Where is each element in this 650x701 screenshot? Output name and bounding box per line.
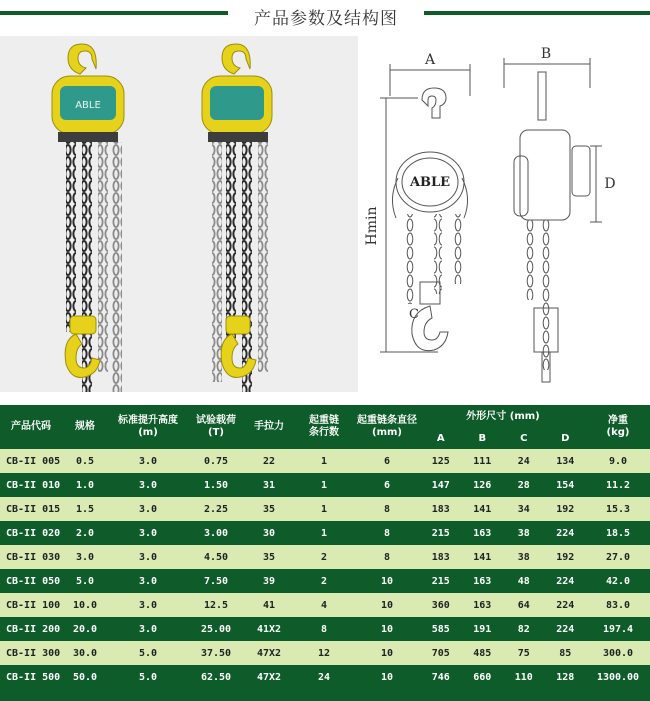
cell-chain-falls: 1 xyxy=(294,521,354,545)
cell-dim-d: 192 xyxy=(556,503,575,515)
cell-chain-diameter: 10 xyxy=(354,617,420,641)
header-spec: 规格 xyxy=(75,421,95,432)
section-title: 产品参数及结构图 xyxy=(254,9,398,29)
cell-test-load: 1.50 xyxy=(188,473,244,497)
table-row xyxy=(0,449,650,473)
cell-chain-falls: 24 xyxy=(294,665,354,689)
cell-pull-force: 31 xyxy=(244,473,294,497)
dimension-label-b: B xyxy=(540,46,552,62)
cell-test-load: 7.50 xyxy=(188,569,244,593)
cell-chain-diameter: 8 xyxy=(354,521,420,545)
cell-dim-c: 48 xyxy=(517,575,530,587)
cell-dim-a: 147 xyxy=(431,479,450,491)
table-row xyxy=(0,545,650,569)
table-row xyxy=(0,521,650,545)
cell-net-weight: 18.5 xyxy=(586,521,650,545)
header-pull-force: 手拉力 xyxy=(254,421,284,432)
dimension-label-d: D xyxy=(604,176,616,192)
cell-chain-diameter: 6 xyxy=(354,473,420,497)
header-chain-falls-label-2: 条行数 xyxy=(309,427,339,438)
cell-spec: 10.0 xyxy=(62,593,108,617)
cell-model: CB-II 300 xyxy=(0,641,62,665)
header-test-load xyxy=(188,405,244,449)
cell-lift-height: 3.0 xyxy=(108,449,188,473)
cell-dimensions xyxy=(420,617,586,641)
cell-pull-force: 22 xyxy=(244,449,294,473)
cell-dim-a: 183 xyxy=(431,503,450,515)
cell-lift-height: 3.0 xyxy=(108,473,188,497)
cell-lift-height: 3.0 xyxy=(108,545,188,569)
table-row xyxy=(0,569,650,593)
cell-model: CB-II 020 xyxy=(0,521,62,545)
cell-dimensions xyxy=(420,545,586,569)
cell-dimensions xyxy=(420,521,586,545)
header-chain-falls-label: 起重链 xyxy=(309,415,339,426)
header-chain-falls xyxy=(294,405,354,449)
cell-dim-b: 141 xyxy=(473,551,492,563)
table-row xyxy=(0,641,650,665)
cell-spec: 20.0 xyxy=(62,617,108,641)
cell-lift-height: 3.0 xyxy=(108,497,188,521)
title-divider-right xyxy=(424,11,650,15)
cell-dim-d: 134 xyxy=(556,455,575,467)
cell-model: CB-II 010 xyxy=(0,473,62,497)
chain-hoist-photo-illustration xyxy=(0,36,358,392)
cell-model: CB-II 500 xyxy=(0,665,62,689)
cell-test-load: 4.50 xyxy=(188,545,244,569)
cell-spec: 1.0 xyxy=(62,473,108,497)
cell-dim-c: 64 xyxy=(517,599,530,611)
cell-chain-diameter: 8 xyxy=(354,545,420,569)
header-chain-diameter-unit: (mm) xyxy=(372,427,402,438)
cell-dim-c: 24 xyxy=(517,455,530,467)
cell-spec: 1.5 xyxy=(62,497,108,521)
header-dim-d: D xyxy=(561,433,570,444)
cell-pull-force: 41 xyxy=(244,593,294,617)
cell-spec: 2.0 xyxy=(62,521,108,545)
cell-dim-d: 224 xyxy=(556,575,575,587)
cell-dim-b: 126 xyxy=(473,479,492,491)
cell-lift-height: 3.0 xyxy=(108,521,188,545)
header-dimensions-label: 外形尺寸 (mm) xyxy=(466,411,540,422)
cell-dim-d: 224 xyxy=(556,623,575,635)
cell-pull-force: 47X2 xyxy=(244,641,294,665)
cell-pull-force: 35 xyxy=(244,545,294,569)
cell-dim-d: 224 xyxy=(556,527,575,539)
cell-chain-diameter: 8 xyxy=(354,497,420,521)
cell-pull-force: 41X2 xyxy=(244,617,294,641)
cell-dim-c: 38 xyxy=(517,551,530,563)
cell-dim-b: 111 xyxy=(473,455,492,467)
table-row xyxy=(0,473,650,497)
cell-dim-d: 224 xyxy=(556,599,575,611)
cell-dimensions xyxy=(420,497,586,521)
cell-dim-b: 163 xyxy=(473,599,492,611)
cell-dim-d: 192 xyxy=(556,551,575,563)
cell-dimensions xyxy=(420,473,586,497)
table-row xyxy=(0,497,650,521)
cell-chain-falls: 8 xyxy=(294,617,354,641)
cell-dim-a: 746 xyxy=(431,671,450,683)
table-row xyxy=(0,665,650,689)
cell-dim-c: 34 xyxy=(517,503,530,515)
cell-dim-a: 215 xyxy=(431,575,450,587)
cell-test-load: 3.00 xyxy=(188,521,244,545)
cell-dim-c: 75 xyxy=(517,647,530,659)
cell-model: CB-II 050 xyxy=(0,569,62,593)
header-dim-c: C xyxy=(520,433,528,444)
cell-lift-height: 5.0 xyxy=(108,641,188,665)
cell-model: CB-II 200 xyxy=(0,617,62,641)
section-title-bar xyxy=(0,0,650,36)
cell-lift-height: 5.0 xyxy=(108,665,188,689)
cell-model: CB-II 005 xyxy=(0,449,62,473)
cell-lift-height: 3.0 xyxy=(108,617,188,641)
header-dim-a: A xyxy=(436,433,445,444)
cell-test-load: 37.50 xyxy=(188,641,244,665)
cell-chain-diameter: 10 xyxy=(354,569,420,593)
cell-test-load: 2.25 xyxy=(188,497,244,521)
cell-spec: 3.0 xyxy=(62,545,108,569)
cell-chain-diameter: 10 xyxy=(354,641,420,665)
cell-dimensions xyxy=(420,569,586,593)
cell-dim-d: 85 xyxy=(559,647,572,659)
cell-model: CB-II 015 xyxy=(0,497,62,521)
cell-spec: 50.0 xyxy=(62,665,108,689)
header-net-weight-unit: (kg) xyxy=(606,427,630,438)
cell-dim-b: 660 xyxy=(473,671,492,683)
cell-net-weight: 27.0 xyxy=(586,545,650,569)
header-model: 产品代码 xyxy=(11,421,51,432)
cell-test-load: 62.50 xyxy=(188,665,244,689)
drawing-brand-label: ABLE xyxy=(409,175,451,190)
spec-table-container xyxy=(0,405,650,701)
header-net-weight xyxy=(586,405,650,449)
cell-model: CB-II 100 xyxy=(0,593,62,617)
cell-dimensions xyxy=(420,449,586,473)
cell-net-weight: 197.4 xyxy=(586,617,650,641)
cell-chain-falls: 1 xyxy=(294,473,354,497)
header-lift-height-unit: (m) xyxy=(138,427,158,438)
dimension-label-c: C xyxy=(409,307,419,322)
cell-spec: 5.0 xyxy=(62,569,108,593)
cell-chain-diameter: 10 xyxy=(354,665,420,689)
cell-pull-force: 47X2 xyxy=(244,665,294,689)
header-lift-height xyxy=(108,405,188,449)
header-chain-diameter xyxy=(354,405,420,449)
cell-dim-a: 125 xyxy=(431,455,450,467)
cell-test-load: 12.5 xyxy=(188,593,244,617)
cell-chain-falls: 2 xyxy=(294,545,354,569)
cell-dim-b: 163 xyxy=(473,527,492,539)
header-dim-b: B xyxy=(478,433,487,444)
cell-model: CB-II 030 xyxy=(0,545,62,569)
hoist-right xyxy=(202,44,272,392)
cell-chain-falls: 1 xyxy=(294,497,354,521)
cell-chain-falls: 4 xyxy=(294,593,354,617)
cell-dim-b: 141 xyxy=(473,503,492,515)
cell-dimensions xyxy=(420,641,586,665)
cell-dim-c: 110 xyxy=(514,671,533,683)
table-row xyxy=(0,593,650,617)
cell-chain-diameter: 6 xyxy=(354,449,420,473)
cell-test-load: 25.00 xyxy=(188,617,244,641)
cell-dim-a: 183 xyxy=(431,551,450,563)
cell-net-weight: 42.0 xyxy=(586,569,650,593)
cell-lift-height: 3.0 xyxy=(108,569,188,593)
cell-test-load: 0.75 xyxy=(188,449,244,473)
hoist-left xyxy=(52,44,124,392)
cell-net-weight: 83.0 xyxy=(586,593,650,617)
structure-drawing xyxy=(358,36,650,392)
table-header-row xyxy=(0,405,650,449)
cell-lift-height: 3.0 xyxy=(108,593,188,617)
cell-spec: 30.0 xyxy=(62,641,108,665)
cell-spec: 0.5 xyxy=(62,449,108,473)
cell-dim-d: 128 xyxy=(556,671,575,683)
cell-dimensions xyxy=(420,665,586,689)
cell-chain-falls: 1 xyxy=(294,449,354,473)
header-dimensions xyxy=(420,405,586,449)
cell-dim-a: 360 xyxy=(431,599,450,611)
dimension-label-hmin: Hmin xyxy=(364,206,380,246)
table-row xyxy=(0,617,650,641)
cell-net-weight: 1300.00 xyxy=(586,665,650,689)
cell-dim-b: 485 xyxy=(473,647,492,659)
cell-chain-falls: 12 xyxy=(294,641,354,665)
header-test-load-unit: (T) xyxy=(208,427,224,438)
header-net-weight-label: 净重 xyxy=(608,415,628,426)
cell-net-weight: 15.3 xyxy=(586,497,650,521)
cell-dim-b: 163 xyxy=(473,575,492,587)
dimension-label-a: A xyxy=(424,52,436,68)
cell-dim-a: 705 xyxy=(431,647,450,659)
cell-pull-force: 39 xyxy=(244,569,294,593)
cell-chain-diameter: 10 xyxy=(354,593,420,617)
header-lift-height-label: 标准提升高度 xyxy=(118,415,178,426)
hoist-left-brand: ABLE xyxy=(75,100,101,111)
cell-pull-force: 30 xyxy=(244,521,294,545)
cell-net-weight: 300.0 xyxy=(586,641,650,665)
cell-dim-b: 191 xyxy=(473,623,492,635)
cell-dimensions xyxy=(420,593,586,617)
header-test-load-label: 试验载荷 xyxy=(196,415,236,426)
cell-dim-d: 154 xyxy=(556,479,575,491)
cell-dim-c: 82 xyxy=(517,623,530,635)
spec-table-body xyxy=(0,449,650,689)
header-chain-diameter-label: 起重链条直径 xyxy=(357,415,417,426)
cell-dim-c: 28 xyxy=(517,479,530,491)
title-divider-left xyxy=(0,11,228,15)
cell-dim-c: 38 xyxy=(517,527,530,539)
cell-pull-force: 35 xyxy=(244,497,294,521)
cell-chain-falls: 2 xyxy=(294,569,354,593)
spec-table xyxy=(0,405,650,689)
cell-dim-a: 585 xyxy=(431,623,450,635)
product-photo xyxy=(0,36,358,392)
cell-dim-a: 215 xyxy=(431,527,450,539)
cell-net-weight: 9.0 xyxy=(586,449,650,473)
cell-net-weight: 11.2 xyxy=(586,473,650,497)
structure-drawing-svg xyxy=(358,36,650,392)
